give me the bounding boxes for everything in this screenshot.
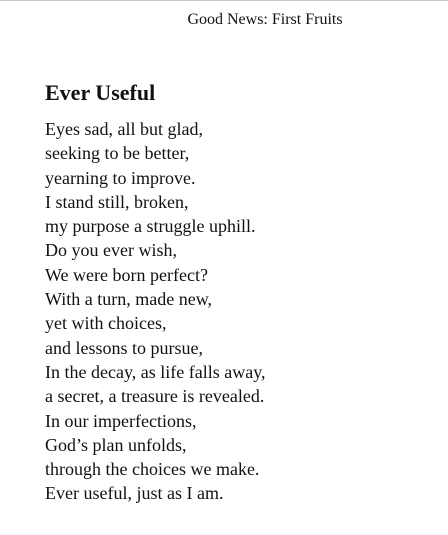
poem-line: Do you ever wish, <box>45 240 177 261</box>
poem-title: Ever Useful <box>45 80 156 105</box>
poem-line: and lessons to pursue, <box>45 337 203 358</box>
running-header: Good News: First Fruits <box>187 11 343 28</box>
poem-line: yearning to improve. <box>45 167 196 188</box>
poem-line: Ever useful, just as I am. <box>45 483 224 504</box>
poem-body <box>45 117 266 506</box>
poem-line: Eyes sad, all but glad, <box>45 119 203 139</box>
top-border-line <box>0 0 448 1</box>
poem-line: my purpose a struggle uphill. <box>45 216 256 237</box>
poem-line: I stand still, broken, <box>45 191 189 212</box>
poem-line: God’s plan unfolds, <box>45 434 187 455</box>
poem-line: seeking to be better, <box>45 143 190 164</box>
poem-line: through the choices we make. <box>45 459 260 480</box>
poem-line: We were born perfect? <box>45 264 208 285</box>
poem-line: yet with choices, <box>45 313 167 334</box>
poem-line: a secret, a treasure is revealed. <box>45 386 265 407</box>
poem-line: In the decay, as life falls away, <box>45 361 266 382</box>
poem-line: In our imperfections, <box>45 410 197 431</box>
poem-line: With a turn, made new, <box>45 289 213 310</box>
